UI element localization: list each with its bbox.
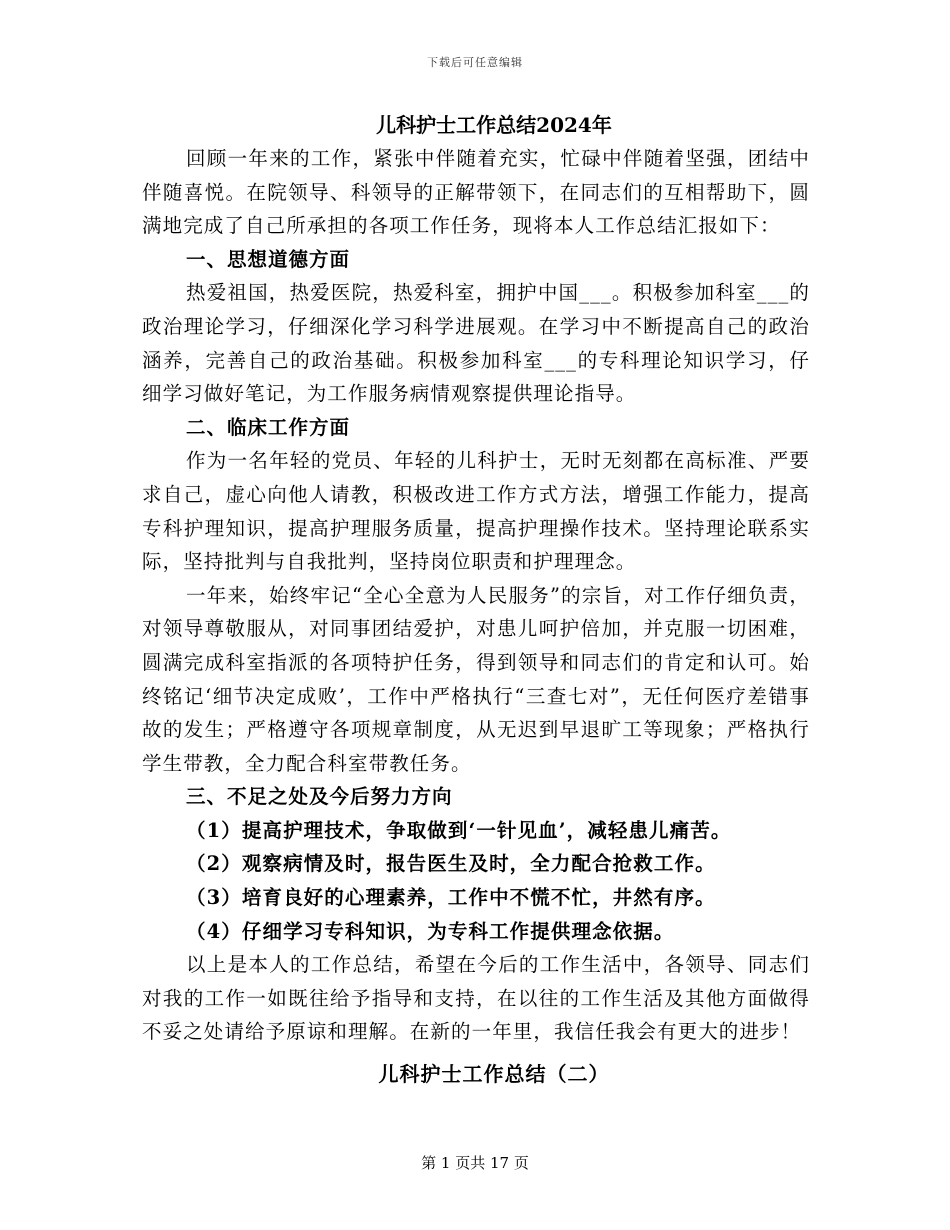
section2-paragraph-2: 一年来，始终牢记“全心全意为人民服务”的宗旨，对工作仔细负责，对领导尊敬服从，对同事团结爱护，对患儿呵护倍加，并克服一切困难，圆满完成科室指派的各项特护任务，得到领导和同志们的肯定和认可。始终铭记‘细节决定成败’，工作中严格执行“三查七对”，无任何医疗差错事故的发生；严格遵守各项规章制度，从无迟到早退旷工等现象；严格执行学生带教，全力配合科室带教任务。 <box>142 583 810 775</box>
document-content <box>142 108 810 1091</box>
list-item: （4）仔细学习专科知识，为专科工作提供理念依据。 <box>186 919 675 943</box>
section3-heading: 三、不足之处及今后努力方向 <box>186 785 453 809</box>
section2-paragraph-1: 作为一名年轻的党员、年轻的儿科护士，无时无刻都在高标准、严要求自己，虚心向他人请教，积极改进工作方式方法，增强工作能力，提高专科护理知识，提高护理服务质量，提高护理操作技术。坚持理论联系实际，坚持批判与自我批判，坚持岗位职责和护理理念。 <box>142 449 810 574</box>
section1-paragraph: 热爱祖国，热爱医院，热爱科室，拥护中国___。积极参加科室___的政治理论学习，仔细深化学习科学进展观。在学习中不断提高自己的政治涵养，完善自己的政治基础。积极参加科室___的专科理论知识学习，仔细学习做好笔记，为工作服务病情观察提供理论指导。 <box>142 281 810 406</box>
list-item: （3）培育良好的心理素养，工作中不慌不忙，井然有序。 <box>186 886 716 910</box>
header-note: 下载后可任意编辑 <box>427 56 523 69</box>
next-section-title: 儿科护士工作总结（二） <box>378 1062 610 1087</box>
list-item: （1）提高护理技术，争取做到‘一针见血’，减轻患儿痛苦。 <box>186 818 732 842</box>
intro-paragraph: 回顾一年来的工作，紧张中伴随着充实，忙碌中伴随着坚强，团结中伴随喜悦。在院领导、科领导的正解带领下，在同志们的互相帮助下，圆满地完成了自己所承担的各项工作任务，现将本人工作总结汇报如下： <box>142 147 810 238</box>
section1-heading: 一、思想道德方面 <box>186 247 351 271</box>
page-number: 第 1 页共 17 页 <box>421 1154 529 1172</box>
list-item: （2）观察病情及时，报告医生及时，全力配合抢救工作。 <box>186 852 716 876</box>
section2-heading: 二、临床工作方面 <box>186 415 351 439</box>
document-title: 儿科护士工作总结2024年 <box>376 113 612 137</box>
closing-paragraph: 以上是本人的工作总结，希望在今后的工作生活中，各领导、同志们对我的工作一如既往给予指导和支持，在以往的工作生活及其他方面做得不妥之处请给予原谅和理解。在新的一年里，我信任我会有更大的进步！ <box>142 953 810 1044</box>
